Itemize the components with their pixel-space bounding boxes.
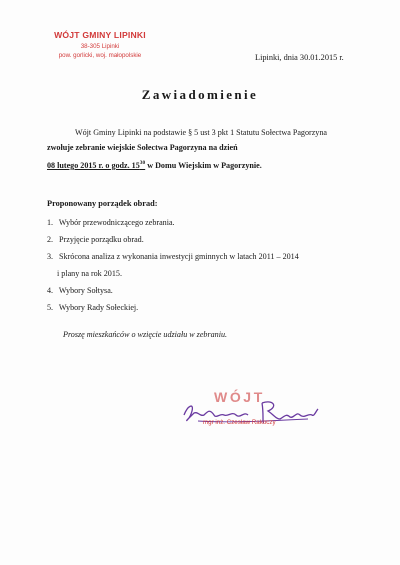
stamp-organization: WÓJT GMINY LIPINKI: [54, 30, 146, 40]
notice-paragraph: [47, 125, 354, 173]
handwritten-signature: [178, 389, 338, 434]
agenda-item: 2. Przyjęcie porządku obrad.: [47, 235, 144, 244]
closing-request: Proszę mieszkańców o wzięcie udziału w zebraniu.: [63, 330, 228, 339]
stamp-region: pow. gorlicki, woj. małopolskie: [58, 52, 142, 59]
notice-text-part1: Wójt Gminy Lipinki na podstawie § 5 ust 3 pkt 1 Statutu Sołectwa Pagorzyna: [75, 128, 327, 137]
notice-text-bold: zwołuje zebranie wiejskie Sołectwa Pagorzyna na dzień: [47, 143, 238, 153]
signature-stamp: [178, 389, 338, 449]
agenda-list: [47, 214, 367, 316]
time-superscript: 30: [139, 159, 146, 166]
agenda-item: 5. Wybory Rady Sołeckiej.: [47, 303, 139, 312]
meeting-location: w Domu Wiejskim w Pagorzynie.: [147, 160, 262, 170]
document-title: Zawiadomienie: [141, 87, 259, 102]
stamp-postal-address: 38-305 Lipinki: [80, 43, 120, 50]
signatory-name: mgr inż. Czesław Rakoczy: [203, 419, 276, 426]
stamp-title: WÓJT: [214, 389, 265, 405]
agenda-item: 4. Wybory Sołtysa.: [47, 286, 113, 295]
agenda-item: 3. Skrócona analiza z wykonania inwestycji gminnych w latach 2011 – 2014 i plany na rok 2015.: [47, 252, 299, 278]
agenda-item: 1. Wybór przewodniczącego zebrania.: [47, 218, 175, 227]
place-date: Lipinki, dnia 30.01.2015 r.: [255, 53, 344, 62]
agenda-heading: Proponowany porządek obrad:: [47, 199, 158, 208]
agenda-item-continuation: i plany na rok 2015.: [57, 269, 122, 278]
meeting-date-time: 08 lutego 2015 r. o godz. $15^{30}$: [47, 159, 146, 170]
office-header-stamp: [44, 30, 156, 59]
